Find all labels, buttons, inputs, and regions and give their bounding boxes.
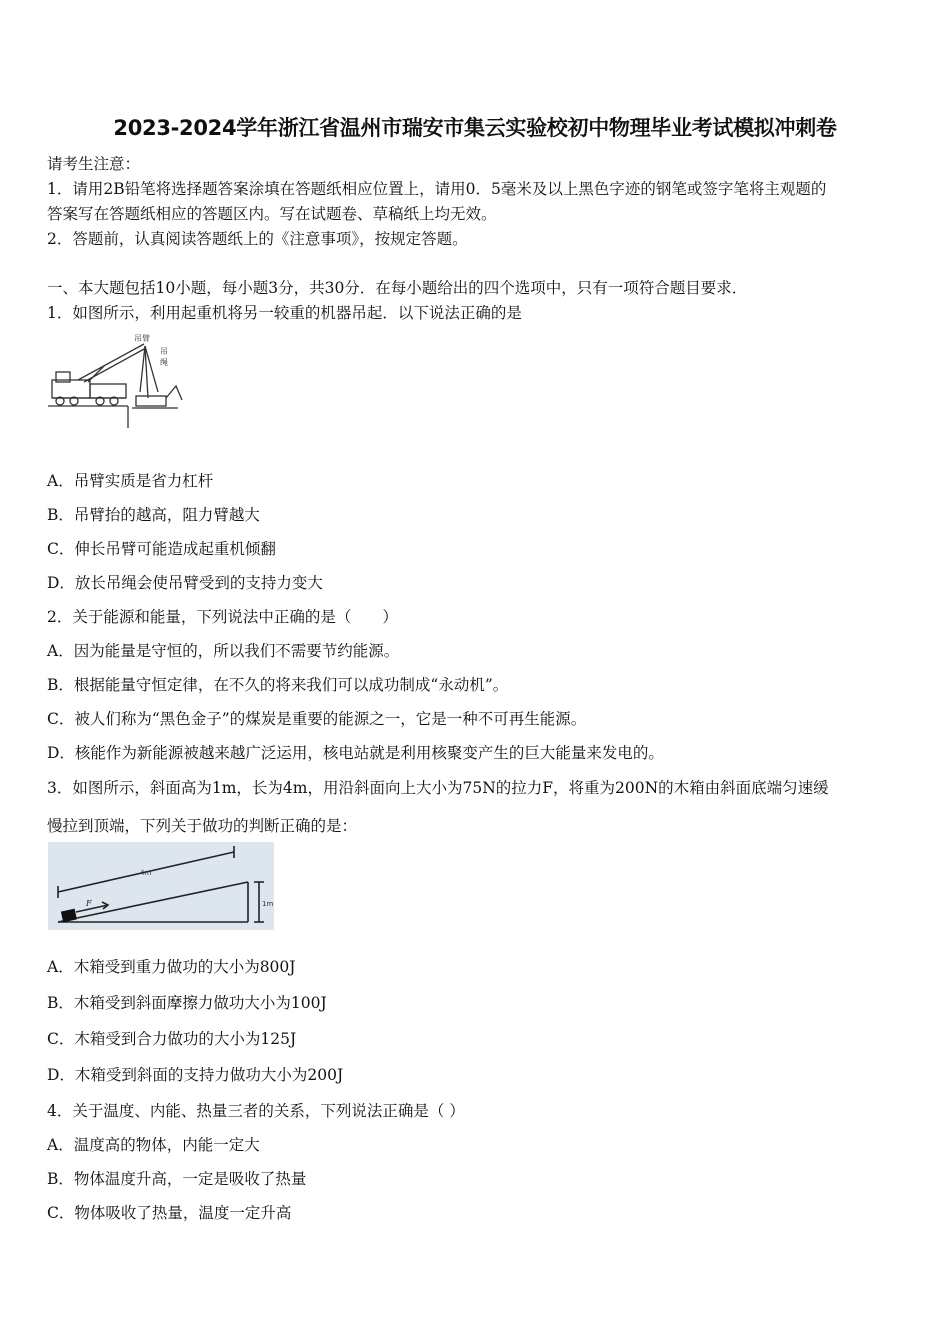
q2-option-c: C．被人们称为“黑色金子”的煤炭是重要的能源之一，它是一种不可再生能源。 (47, 710, 587, 728)
q1-option-d: D．放长吊绳会使吊臂受到的支持力变大 (47, 574, 323, 592)
crane-base (90, 384, 126, 398)
q3-stem-line-2: 慢拉到顶端，下列关于做功的判断正确的是： (47, 817, 358, 835)
label-rope-1: 吊 (160, 347, 168, 356)
section-heading: 一、本大题包括10小题，每小题3分，共30分．在每小题给出的四个选项中，只有一项符合题目要求． (47, 279, 748, 297)
machine-body (136, 396, 166, 406)
label-height: 1m (262, 900, 274, 908)
label-arm: 吊臂 (134, 334, 150, 343)
notice-line-3: 2．答题前，认真阅读答题纸上的《注意事项》，按规定答题。 (47, 230, 468, 248)
q2-option-d: D．核能作为新能源被越来越广泛运用，核电站就是利用核聚变产生的巨大能量来发电的。 (47, 744, 664, 762)
q1-stem: 1．如图所示，利用起重机将另一较重的机器吊起．以下说法正确的是 (47, 304, 522, 322)
q4-option-c: C．物体吸收了热量，温度一定升高 (47, 1204, 292, 1222)
q4-option-a: A．温度高的物体，内能一定大 (47, 1136, 260, 1154)
page-title: 2023-2024学年浙江省温州市瑞安市集云实验校初中物理毕业考试模拟冲刺卷 (113, 116, 837, 140)
q4-stem: 4．关于温度、内能、热量三者的关系，下列说法正确是（ ） (47, 1102, 465, 1120)
crane-truck-body (52, 380, 90, 398)
q3-option-b: B．木箱受到斜面摩擦力做功大小为100J (47, 994, 327, 1012)
q1-option-a: A．吊臂实质是省力杠杆 (47, 472, 214, 490)
crane-figure (48, 330, 188, 430)
q3-option-d: D．木箱受到斜面的支持力做功大小为200J (47, 1066, 344, 1084)
q3-option-a: A．木箱受到重力做功的大小为800J (47, 958, 296, 976)
crane-arm (78, 344, 144, 380)
q4-option-b: B．物体温度升高，一定是吸收了热量 (47, 1170, 307, 1188)
q2-option-a: A．因为能量是守恒的，所以我们不需要节约能源。 (47, 642, 400, 660)
label-length: 4m (140, 869, 152, 877)
notice-line-2: 答案写在答题纸相应的答题区内。写在试题卷、草稿纸上均无效。 (47, 205, 497, 223)
q2-option-b: B．根据能量守恒定律，在不久的将来我们可以成功制成“永动机”。 (47, 676, 509, 694)
q2-stem: 2．关于能源和能量，下列说法中正确的是（ ） (47, 608, 398, 626)
incline-figure (48, 842, 274, 930)
q1-option-b: B．吊臂抬的越高，阻力臂越大 (47, 506, 260, 524)
label-rope-2: 绳 (160, 358, 168, 367)
label-force: F (86, 899, 92, 908)
notice-line-1: 1．请用2B铅笔将选择题答案涂填在答题纸相应位置上，请用0．5毫米及以上黑色字迹的钢笔或签字笔将主观题的 (47, 180, 827, 198)
q3-option-c: C．木箱受到合力做功的大小为125J (47, 1030, 297, 1048)
q1-option-c: C．伸长吊臂可能造成起重机倾翻 (47, 540, 276, 558)
q3-stem-line-1: 3．如图所示，斜面高为1m，长为4m，用沿斜面向上大小为75N的拉力F，将重为200N的木箱由斜面底端匀速缓 (47, 779, 829, 797)
notice-heading: 请考生注意： (47, 155, 141, 173)
